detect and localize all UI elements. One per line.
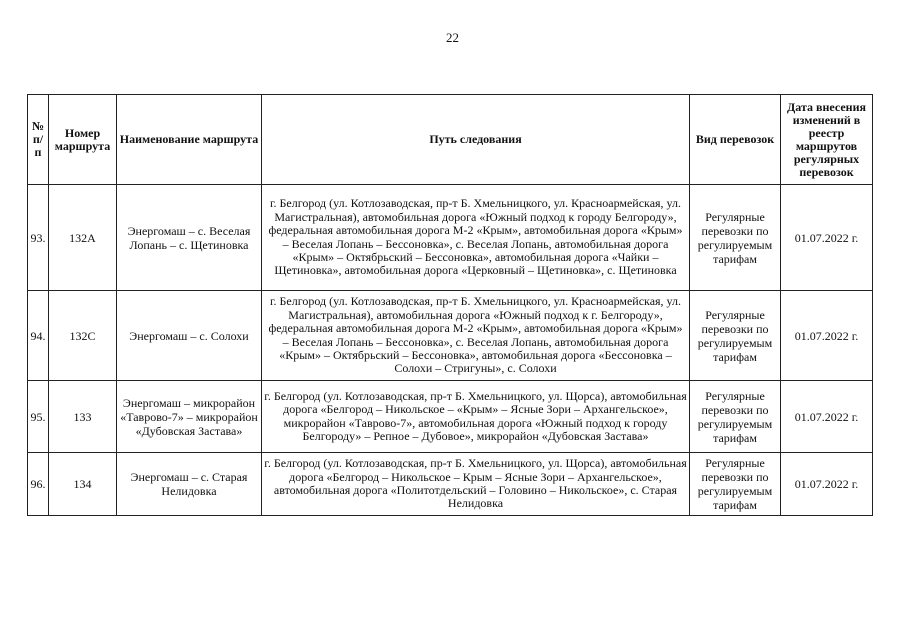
header-route-name: Наименование маршрута xyxy=(117,95,262,185)
row-route-name: Энергомаш – с. Солохи xyxy=(117,291,262,381)
row-transport-type: Регулярные перевозки по регулируемым тарифам xyxy=(690,453,781,516)
row-path: г. Белгород (ул. Котлозаводская, пр-т Б. Хмельницкого, ул. Щорса), автомобильная дорога «Белгород – Никольское – «Крым» – Ясные Зори – Архангельское», микрорайон «Таврово-7», автомобильная дорога «Южный подход к городу Белгороду» – Репное – Дубовое», микрорайон «Дубовская Застава» xyxy=(262,381,690,453)
table-row xyxy=(28,381,873,453)
row-transport-type: Регулярные перевозки по регулируемым тарифам xyxy=(690,185,781,291)
header-path: Путь следования xyxy=(262,95,690,185)
header-route-number: Номер маршрута xyxy=(49,95,117,185)
row-route-name: Энергомаш – с. Веселая Лопань – с. Щетиновка xyxy=(117,185,262,291)
row-path: г. Белгород (ул. Котлозаводская, пр-т Б. Хмельницкого, ул. Щорса), автомобильная дорога «Белгород – Никольское – Крым – Ясные Зори – Архангельское», автомобильная дорога «Политотдельский – Головино – Никольское», с. Старая Нелидовка xyxy=(262,453,690,516)
header-transport-type: Вид перевозок xyxy=(690,95,781,185)
row-route-name: Энергомаш – микрорайон «Таврово-7» – микрорайон «Дубовская Застава» xyxy=(117,381,262,453)
row-route-name: Энергомаш – с. Старая Нелидовка xyxy=(117,453,262,516)
table-row xyxy=(28,291,873,381)
row-transport-type: Регулярные перевозки по регулируемым тарифам xyxy=(690,291,781,381)
row-transport-type: Регулярные перевозки по регулируемым тарифам xyxy=(690,381,781,453)
row-change-date: 01.07.2022 г. xyxy=(781,291,873,381)
row-route-number: 132С xyxy=(49,291,117,381)
row-change-date: 01.07.2022 г. xyxy=(781,381,873,453)
row-path: г. Белгород (ул. Котлозаводская, пр-т Б. Хмельницкого, ул. Красноармейская, ул. Магистральная), автомобильная дорога «Южный подход к г. Белгороду», федеральная автомобильная дорога М-2 «Крым», автомобильная дорога «Крым» – Веселая Лопань – Бессоновка», с. Веселая Лопань, автомобильная дорога «Крым» – Октябрьский – Бессоновка», автомобильная дорога «Бессоновка – Солохи – Стригуны», с. Солохи xyxy=(262,291,690,381)
page-number: 22 xyxy=(446,30,459,45)
row-num: 96. xyxy=(28,453,49,516)
header-change-date: Дата внесения изменений в реестр маршрутов регулярных перевозок xyxy=(781,95,873,185)
row-route-number: 134 xyxy=(49,453,117,516)
header-num: № п/п xyxy=(28,95,49,185)
row-change-date: 01.07.2022 г. xyxy=(781,453,873,516)
row-change-date: 01.07.2022 г. xyxy=(781,185,873,291)
table-row xyxy=(28,185,873,291)
row-num: 95. xyxy=(28,381,49,453)
row-route-number: 133 xyxy=(49,381,117,453)
row-route-number: 132А xyxy=(49,185,117,291)
routes-table xyxy=(27,94,873,516)
row-path: г. Белгород (ул. Котлозаводская, пр-т Б. Хмельницкого, ул. Красноармейская, ул. Магистральная), автомобильная дорога «Южный подход к городу Белгороду», федеральная автомобильная дорога М-2 «Крым», автомобильная дорога «Крым» – Веселая Лопань – Бессоновка», с. Веселая Лопань, автомобильная дорога «Крым» – Октябрьский – Бессоновка», автомобильная дорога «Чайки – Щетиновка», автомобильная дорога «Церковный – Щетиновка», с. Щетиновка xyxy=(262,185,690,291)
table-header-row xyxy=(28,95,873,185)
table-row xyxy=(28,453,873,516)
row-num: 94. xyxy=(28,291,49,381)
row-num: 93. xyxy=(28,185,49,291)
